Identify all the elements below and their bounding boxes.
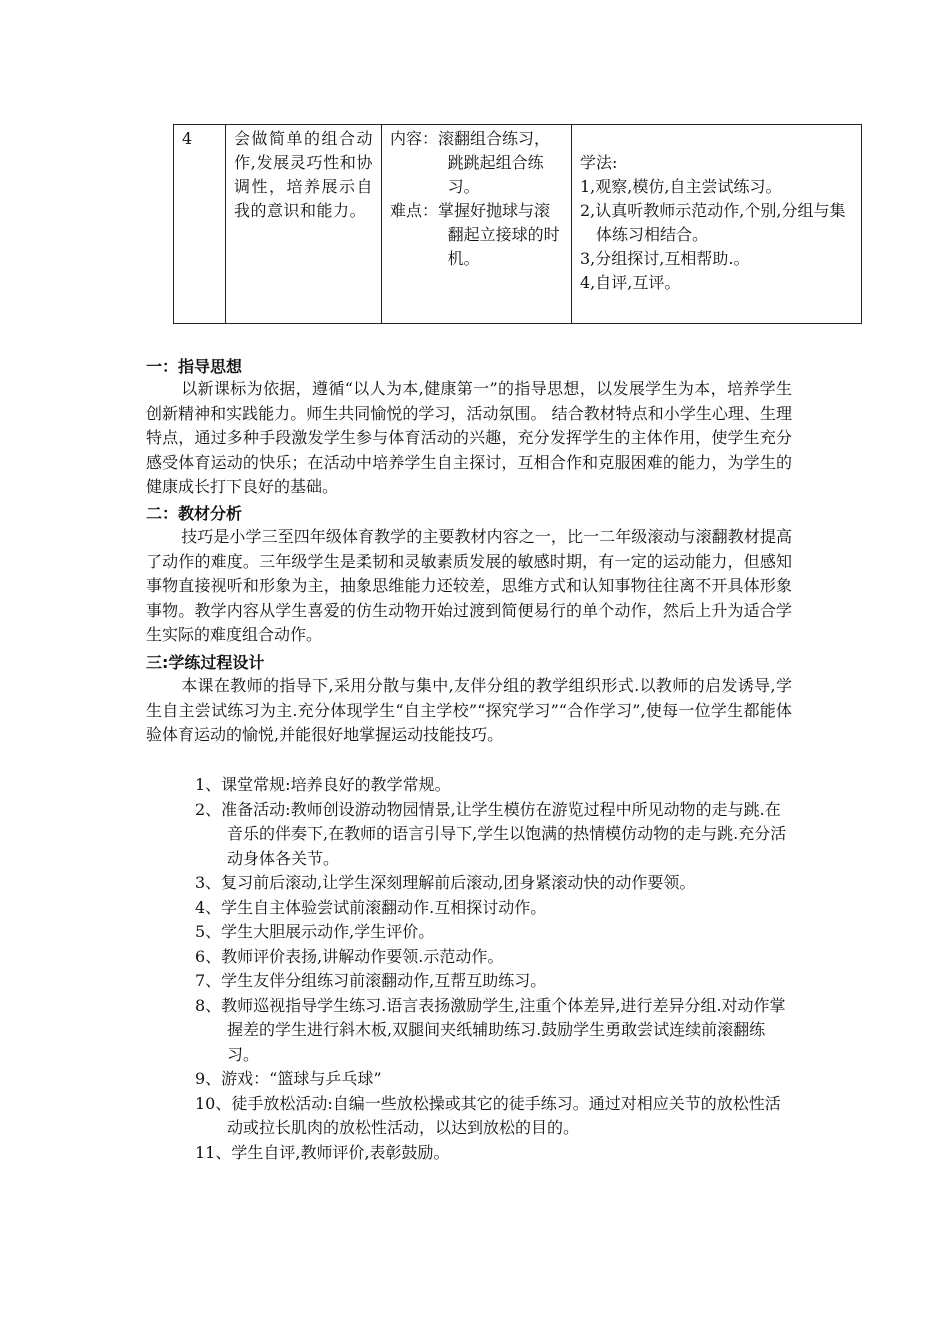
section-title-material: 二：教材分析	[146, 504, 243, 523]
list-item: 10、徒手放松活动:自编一些放松操或其它的徒手练习。通过对相应关节的放松性活动或拉长肌肉的放松性活动，以达到放松的目的。	[195, 1093, 781, 1137]
material-paragraph: 技巧是小学三至四年级体育教学的主要教材内容之一，比一二年级滚动与滚翻教材提高了动作的难度。三年级学生是柔韧和灵敏素质发展的敏感时期，有一定的运动能力，但感知事物直接视听和形象为主，抽象思维能力还较差，思维方式和认知事物往往离不开具体形象事物。教学内容从学生喜爱的仿生动物开始过渡到简便易行的单个动作，然后上升为适合学生实际的难度组合动作。	[146, 527, 792, 644]
list-item: 9、游戏：“篮球与乒乓球”	[195, 1069, 382, 1088]
list-item: 7、学生友伴分组练习前滚翻动作,互帮互助练习。	[195, 971, 547, 990]
difficulty-text: 难点：掌握好抛球与滚翻起立接球的时机。	[390, 201, 560, 268]
list-item: 1、课堂常规:培养良好的教学常规。	[195, 775, 451, 794]
list-item: 4、学生自主体验尝试前滚翻动作.互相探讨动作。	[195, 897, 547, 917]
lesson-table	[173, 124, 862, 324]
list-item: 6、教师评价表扬,讲解动作要领.示范动作。	[195, 946, 504, 966]
method-heading: 学法:	[580, 153, 618, 172]
row-number: 4	[182, 129, 193, 148]
goal-text: 会做简单的组合动作,发展灵巧性和协调性，培养展示自我的意识和能力。	[234, 129, 373, 220]
method-item: 1,观察,模仿,自主尝试练习。	[580, 177, 782, 196]
content-cell	[382, 125, 572, 324]
list-item: 8、教师巡视指导学生练习.语言表扬激励学生,注重个体差异,进行差异分组.对动作掌握差的学生进行斜木板,双腿间夹纸辅助练习.鼓励学生勇敢尝试连续前滚翻练习。	[195, 995, 786, 1064]
goal-cell	[226, 125, 382, 324]
section-title-process: 三:学练过程设计	[146, 653, 265, 672]
guiding-paragraph: 以新课标为依据，遵循“以人为本,健康第一”的指导思想，以发展学生为本，培养学生创新精神和实践能力。师生共同愉悦的学习，活动氛围。 结合教材特点和小学生心理、生理特点，通过多种手段激发学生参与体育活动的兴趣，充分发挥学生的主体作用，使学生充分感受体育运动的快乐；在活动中培养学生自主探讨，互相合作和克服困难的能力，为学生的健康成长打下良好的基础。	[146, 379, 792, 496]
process-steps-list	[195, 773, 795, 1165]
section-title-guiding: 一：指导思想	[146, 357, 243, 376]
table-row	[174, 125, 862, 324]
method-item: 3,分组探讨,互相帮助.。	[580, 249, 750, 268]
row-number-cell	[174, 125, 226, 324]
list-item: 3、复习前后滚动,让学生深刻理解前后滚动,团身紧滚动快的动作要领。	[195, 873, 696, 892]
list-item: 11、学生自评,教师评价,表彰鼓励。	[195, 1142, 450, 1162]
process-paragraph: 本课在教师的指导下,采用分散与集中,友伴分组的教学组织形式.以教师的启发诱导,学生自主尝试练习为主.充分体现学生“自主学校”“探究学习”“合作学习”,使每一位学生都能体验体育运动的愉悦,并能很好地掌握运动技能技巧。	[146, 676, 792, 744]
method-item: 2,认真听教师示范动作,个别,分组与集体练习相结合。	[580, 201, 846, 244]
list-item: 2、准备活动:教师创设游动物园情景,让学生模仿在游览过程中所见动物的走与跳.在音乐的伴奏下,在教师的语言引导下,学生以饱满的热情模仿动物的走与跳.充分活动身体各关节。	[195, 799, 787, 868]
method-item: 4,自评,互评。	[580, 273, 681, 292]
method-cell	[572, 125, 862, 324]
content-text: 内容：滚翻组合练习， 跳跳起组合练习。	[390, 129, 551, 196]
list-item: 5、学生大胆展示动作,学生评价。	[195, 922, 435, 941]
